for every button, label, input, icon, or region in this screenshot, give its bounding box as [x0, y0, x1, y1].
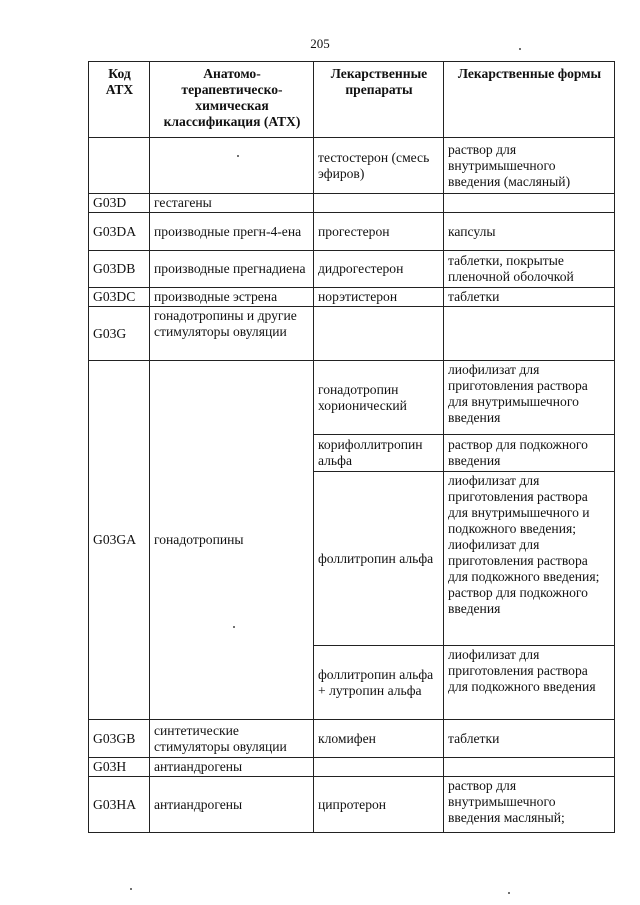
atx-class: производные прегнадиена	[150, 251, 314, 288]
atx-code: G03DA	[89, 213, 150, 251]
atx-class: гонадотропины и другие стимуляторы овуляции	[150, 307, 314, 361]
atx-class: синтетические стимуляторы овуляции	[150, 720, 314, 758]
atx-class: антиандрогены	[150, 777, 314, 833]
atx-code: G03HA	[89, 777, 150, 833]
atx-code: G03D	[89, 194, 150, 213]
atx-table	[88, 61, 615, 833]
page-number: 205	[310, 36, 330, 51]
atx-class	[150, 138, 314, 194]
dosage-form: лиофилизат для приготовления раствора для подкожного введения	[444, 646, 615, 720]
drug-name	[314, 194, 444, 213]
table-row	[89, 194, 615, 213]
drug-name: фоллитропин альфа + лутропин альфа	[314, 646, 444, 720]
drug-name	[314, 307, 444, 361]
header-forms: Лекарственные формы	[444, 62, 615, 138]
drug-name: дидрогестерон	[314, 251, 444, 288]
atx-class: антиандрогены	[150, 758, 314, 777]
dosage-form: лиофилизат для приготовления раствора для внутримышечного введения	[444, 361, 615, 435]
table-row	[89, 138, 615, 194]
dosage-form: лиофилизат для приготовления раствора для внутримышечного и подкожного введения; лиофилизат для приготовления раствора для подкожного введения; раствор для подкожного введения	[444, 472, 615, 646]
drug-name: корифоллитропин альфа	[314, 435, 444, 472]
scan-speck	[233, 626, 235, 628]
atx-class: гонадотропины	[150, 361, 314, 720]
header-code: Код АТХ	[89, 62, 150, 138]
atx-class: производные эстрена	[150, 288, 314, 307]
atx-code: G03G	[89, 307, 150, 361]
atx-code: G03DC	[89, 288, 150, 307]
table-row	[89, 251, 615, 288]
drug-name: фоллитропин альфа	[314, 472, 444, 646]
dosage-form: раствор для подкожного введения	[444, 435, 615, 472]
dosage-form: капсулы	[444, 213, 615, 251]
header-classification: Анатомо-терапевтическо-химическая классификация (АТХ)	[150, 62, 314, 138]
dosage-form	[444, 758, 615, 777]
scan-speck	[237, 155, 239, 157]
table-row	[89, 288, 615, 307]
scan-speck	[508, 892, 510, 894]
scan-speck	[130, 888, 132, 890]
dosage-form: раствор для внутримышечного введения (масляный)	[444, 138, 615, 194]
table-row	[89, 777, 615, 833]
drug-name	[314, 758, 444, 777]
atx-class: производные прегн-4-ена	[150, 213, 314, 251]
atx-code: G03GB	[89, 720, 150, 758]
table-row	[89, 758, 615, 777]
table-header-row	[89, 62, 615, 138]
dosage-form: таблетки	[444, 288, 615, 307]
table-row	[89, 361, 615, 435]
drug-name: гонадотропин хорионический	[314, 361, 444, 435]
dosage-form: раствор для внутримышечного введения масляный;	[444, 777, 615, 833]
scan-speck	[519, 48, 521, 50]
atx-code: G03GA	[89, 361, 150, 720]
drug-name: норэтистерон	[314, 288, 444, 307]
drug-name: тестостерон (смесь эфиров)	[314, 138, 444, 194]
drug-name: прогестерон	[314, 213, 444, 251]
dosage-form: таблетки	[444, 720, 615, 758]
atx-code	[89, 138, 150, 194]
drug-name: кломифен	[314, 720, 444, 758]
header-drugs: Лекарственные препараты	[314, 62, 444, 138]
dosage-form	[444, 194, 615, 213]
drug-name: ципротерон	[314, 777, 444, 833]
atx-code: G03H	[89, 758, 150, 777]
table-row	[89, 307, 615, 361]
dosage-form: таблетки, покрытые пленочной оболочкой	[444, 251, 615, 288]
dosage-form	[444, 307, 615, 361]
atx-code: G03DB	[89, 251, 150, 288]
table-row	[89, 213, 615, 251]
table-row	[89, 720, 615, 758]
atx-class: гестагены	[150, 194, 314, 213]
